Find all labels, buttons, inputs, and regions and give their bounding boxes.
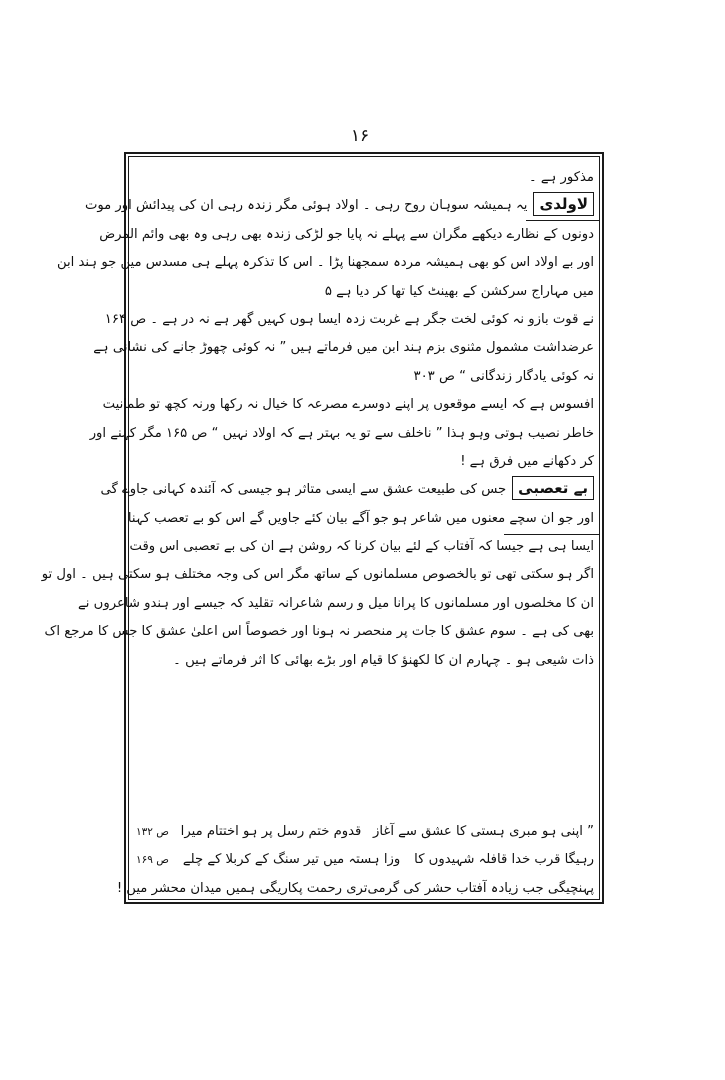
verse-hemistich-second: وزا ہستہ میں تیر سنگ کے کربلا کے چلے xyxy=(182,852,401,868)
line-text: مذکور ہے ۔ xyxy=(528,170,594,185)
line-text: جس کی طبیعت عشق سے ایسی متاثر ہو جیسی کہ آئندہ کہانی جاوے گی xyxy=(100,482,507,498)
line-text: عرضداشت مشمول مثنوی بزم ہند ابن میں فرماتے ہیں ” نہ کوئی چھوڑ جانے کی نشانی ہے xyxy=(93,340,594,356)
line-text: افسوس ہے کہ ایسے موقعوں پر اپنے دوسرے مصرعہ کا خیال نہ رکھا ورنہ کچھ تو طمانیت xyxy=(102,397,594,413)
line-text: نہ کوئی یادگار زندگانی “ ص ۳۰۳ xyxy=(413,368,594,384)
verse-page-ref: ص ۱۶۹ xyxy=(136,854,169,867)
page-number: ۱۶ xyxy=(350,126,370,146)
text-line xyxy=(99,221,594,249)
text-line xyxy=(78,590,594,618)
text-line xyxy=(136,448,594,476)
text-line xyxy=(93,334,594,362)
line-text: نے قوت بازو نہ کوئی لخت جگر ہے غربت زدہ ایسا ہوں کہیں گھر ہے نہ در ہے ۔ ص ۱۶۴ xyxy=(104,311,594,327)
section-heading: بے تعصبی xyxy=(512,476,594,500)
line-text: ذات شیعی ہو ۔ چہارم ان کا لکھنؤ کا قیام اور بڑے بھائی کا اثر فرماتے ہیں ۔ xyxy=(173,652,594,668)
text-line xyxy=(136,164,594,192)
line-text: اگر ہو سکتی تھی تو بالخصوص مسلمانوں کے ساتھ مگر اس کی وجہ مختلف ہو سکتی ہیں ۔ اول تو xyxy=(41,567,594,583)
text-line xyxy=(44,618,594,646)
verse-row xyxy=(136,818,594,846)
text-line xyxy=(136,278,594,306)
verse-page-ref: ص ۱۳۲ xyxy=(136,826,169,838)
verse-hemistich-first: پہنچیگی جب زیادہ آفتاب حشر کی گرمی xyxy=(367,880,594,896)
text-line xyxy=(84,192,594,220)
line-text: ایسا ہی ہے جیسا کہ آفتاب کے لئے بیان کرنا کہ روشن ہے ان کی بے تعصبی اس وقت xyxy=(129,539,594,555)
line-text: یہ ہمیشہ سوہان روح رہی ۔ اولاد ہوئی مگر زندہ رہی ان کی پیدائش اور موت xyxy=(84,198,528,214)
text-line xyxy=(89,420,594,448)
line-text: خاطر نصیب ہوتی وہو ہذا ” ناخلف سے تو یہ بہتر ہے کہ اولاد نہیں “ ص ۱۶۵ مگر کہنے اور xyxy=(89,425,594,441)
body-text xyxy=(41,164,594,675)
verse-row xyxy=(136,846,594,874)
text-line xyxy=(104,306,594,334)
text-line xyxy=(41,561,594,589)
text-line xyxy=(136,363,594,391)
line-text: دونوں کے نظارے دیکھے مگران سے پہلے نہ پایا جو لڑکی زندہ بھی رہی وہ بھی وائم المرض xyxy=(99,226,594,242)
line-text: بھی کی ہے ۔ سوم عشق کا جات پر منحصر نہ ہونا اور خصوصاً اس اعلیٰ عشق کا جس کا مرجع اک xyxy=(44,624,594,640)
text-line xyxy=(56,249,594,277)
section-heading: لاولدی xyxy=(533,192,594,216)
text-line xyxy=(127,505,594,533)
text-line xyxy=(129,533,594,561)
verse-hemistich-second: قدوم ختم رسل پر ہو اختتام میرا xyxy=(180,824,362,839)
line-text: اور بے اولاد اس کو بھی ہمیشہ مردہ سمجھنا پڑا ۔ اس کا تذکرہ پہلے ہی مسدس میں جو ہند ابن xyxy=(56,255,594,271)
verse-row xyxy=(116,875,594,903)
verse-hemistich-second: تری رحمت پکاریگی ہمیں میدان محشر میں ! xyxy=(116,880,368,896)
line-text: ان کا مخلصوں اور مسلمانوں کا پرانا میل و رسم شاعرانہ تقلید کہ جیسے اور ہندو شاعروں نے xyxy=(78,595,594,611)
text-line xyxy=(136,647,594,675)
verse-couplets xyxy=(116,818,594,903)
line-text: میں مہاراج سرکشن کے بھینٹ کیا تھا کر دیا ہے ۵ xyxy=(324,283,594,299)
verse-hemistich-first: ” اپنی ہو مبری ہستی کا عشق سے آغاز xyxy=(373,824,594,839)
text-line xyxy=(102,391,594,419)
line-text: کر دکھانے میں فرق ہے ! xyxy=(460,453,594,469)
text-line xyxy=(100,476,594,504)
line-text: اور جو ان سچے معنوں میں شاعر ہو جو آگے بیان کئے جاویں گے اس کو بے تعصب کہنا xyxy=(127,510,594,526)
verse-hemistich-first: رہیگا قرب خدا قافلہ شہیدوں کا xyxy=(414,852,594,868)
